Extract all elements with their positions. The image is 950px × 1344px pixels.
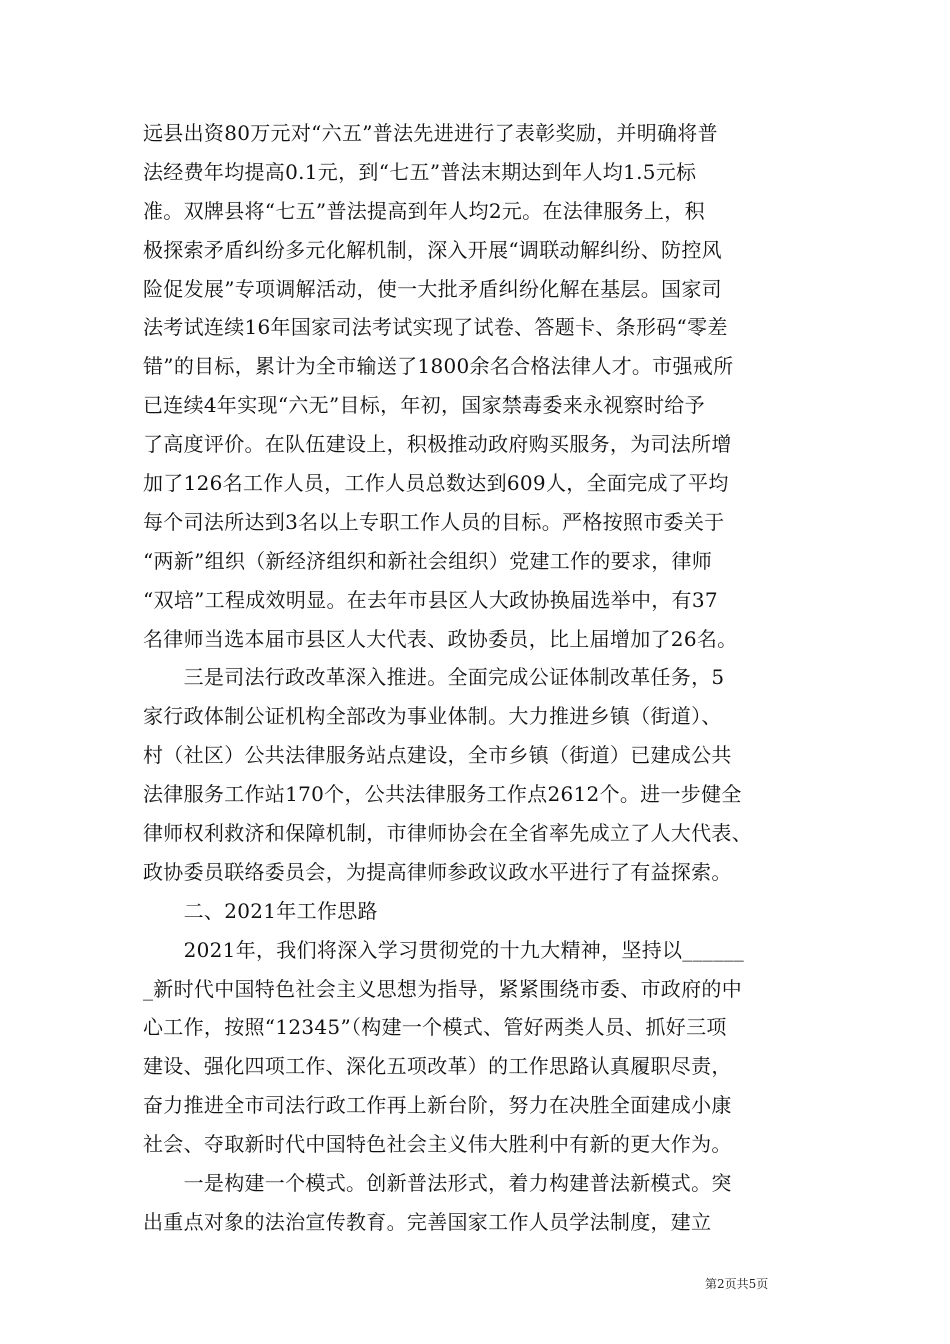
text-line: 险促发展”专项调解活动，使一大批矛盾纠纷化解在基层。国家司 — [143, 276, 722, 301]
text-line: 村（社区）公共法律服务站点建设，全市乡镇（街道）已建成公共 — [143, 743, 732, 768]
text-line: 错”的目标，累计为全市输送了1800余名合格法律人才。市强戒所 — [143, 354, 734, 379]
text-line: 政协委员联络委员会，为提高律师参政议政水平进行了有益探索。 — [143, 859, 732, 884]
text-line: “两新”组织（新经济组织和新社会组织）党建工作的要求，律师 — [143, 548, 713, 573]
text-line: 社会、夺取新时代中国特色社会主义伟大胜利中有新的更大作为。 — [143, 1132, 732, 1157]
text-line: “双培”工程成效明显。在去年市县区人大政协换届选举中，有37 — [143, 587, 718, 612]
paragraph-start-line: 三是司法行政改革深入推进。全面完成公证体制改革任务，5 — [143, 665, 725, 690]
text-line: 远县出资80万元对“六五”普法先进进行了表彰奖励，并明确将普 — [143, 121, 718, 145]
text-line: 已连续4年实现“六无”目标，年初，国家禁毒委来永视察时给予 — [143, 393, 705, 418]
section-heading: 二、2021年工作思路 — [143, 898, 378, 923]
text-line: 心工作，按照“12345”（构建一个模式、管好两类人员、抓好三项 — [143, 1015, 727, 1040]
text-line: 了高度评价。在队伍建设上，积极推动政府购买服务，为司法所增 — [143, 432, 732, 457]
page-number-footer: 第2页共5页 — [705, 1277, 769, 1291]
text-line: 名律师当选本届市县区人大代表、政协委员，比上届增加了26名。 — [143, 626, 738, 651]
body-text — [143, 114, 815, 1242]
text-line: 每个司法所达到3名以上专职工作人员的目标。严格按照市委关于 — [143, 509, 725, 534]
text-line: 建设、强化四项工作、深化五项改革）的工作思路认真履职尽责， — [143, 1054, 732, 1079]
text-line: 加了126名工作人员，工作人员总数达到609人，全面完成了平均 — [143, 471, 729, 496]
paragraph-start-line: 2021年，我们将深入学习贯彻党的十九大精神，坚持以______ — [143, 937, 745, 962]
text-line: 准。双牌县将“七五”普法提高到年人均2元。在法律服务上，积 — [143, 198, 705, 223]
text-line: 出重点对象的法治宣传教育。完善国家工作人员学法制度，建立 — [143, 1209, 712, 1234]
text-line: 律师权利救济和保障机制，市律师协会在全省率先成立了人大代表、 — [143, 821, 752, 846]
text-line: _新时代中国特色社会主义思想为指导，紧紧围绕市委、市政府的中 — [143, 976, 742, 1001]
text-line: 极探索矛盾纠纷多元化解机制，深入开展“调联动解纠纷、防控风 — [143, 237, 722, 262]
text-line: 法律服务工作站170个，公共法律服务工作点2612个。进一步健全 — [143, 782, 742, 807]
text-line: 奋力推进全市司法行政工作再上新台阶，努力在决胜全面建成小康 — [143, 1093, 732, 1118]
text-line: 法经费年均提高0.1元，到“七五”普法末期达到年人均1.5元标 — [143, 159, 697, 184]
paragraph-start-line: 一是构建一个模式。创新普法形式，着力构建普法新模式。突 — [143, 1171, 732, 1196]
text-line: 法考试连续16年国家司法考试实现了试卷、答题卡、条形码“零差 — [143, 315, 728, 340]
text-line: 家行政体制公证机构全部改为事业体制。大力推进乡镇（街道）、 — [143, 704, 722, 729]
